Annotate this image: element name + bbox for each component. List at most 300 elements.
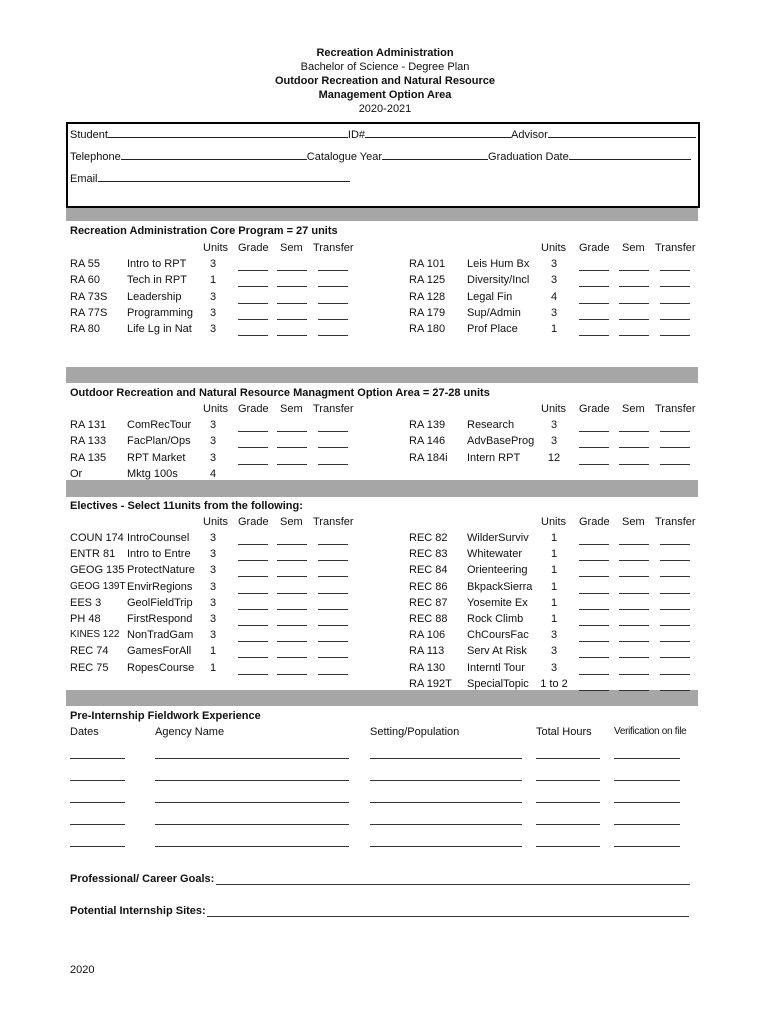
core-grade-field[interactable] [579, 335, 609, 336]
electives-sem-field[interactable] [619, 593, 649, 594]
option-sem-field[interactable] [277, 431, 307, 432]
fieldwork-date-field[interactable] [70, 846, 125, 847]
option-right-transfer-header: Transfer [655, 403, 696, 415]
option-course-units: 3 [209, 435, 217, 448]
electives-course-units: 3 [209, 548, 217, 561]
core-sem-field[interactable] [619, 303, 649, 304]
electives-course-units: 1 [550, 613, 558, 625]
option-course-units: 4 [209, 467, 217, 480]
electives-course-units: 1 [550, 564, 558, 577]
core-sem-field[interactable] [277, 270, 307, 271]
electives-sem-field[interactable] [619, 625, 649, 626]
footer-year: 2020 [70, 964, 95, 976]
internship-sites-row [70, 905, 206, 917]
core-transfer-field[interactable] [660, 319, 690, 320]
electives-grade-field[interactable] [579, 593, 609, 594]
electives-course-name: Orienteering [467, 564, 528, 577]
electives-course-units: 3 [550, 645, 558, 658]
career-goals-label: Professional/ Career Goals: [70, 873, 215, 885]
electives-course-name: GamesForAll [127, 645, 192, 658]
fieldwork-hours-field[interactable] [536, 758, 600, 759]
divider-band-core [66, 208, 698, 221]
core-sem-field[interactable] [619, 319, 649, 320]
email-label: Email [70, 173, 98, 185]
core-course-code: RA 125 [409, 274, 446, 287]
electives-course-code: GEOG 135 [70, 564, 125, 577]
electives-right-units-header: Units [541, 516, 567, 528]
student-label: Student [70, 129, 108, 141]
option-course-code: RA 184i [409, 451, 448, 464]
electives-course-units: 3 [550, 629, 558, 642]
fieldwork-setting-field[interactable] [370, 824, 522, 825]
fieldwork-agency-header: Agency Name [155, 726, 225, 738]
core-sem-field[interactable] [277, 319, 307, 320]
electives-course-name: Serv At Risk [467, 645, 527, 658]
fieldwork-setting-header: Setting/Population [370, 726, 460, 738]
catalogue-year-label: Catalogue Year [306, 151, 383, 163]
option-course-name: Research [467, 419, 515, 431]
electives-transfer-field[interactable] [660, 609, 690, 610]
electives-grade-field[interactable] [238, 657, 268, 658]
fieldwork-verification-field[interactable] [614, 846, 680, 847]
option-course-name: Intern RPT [467, 451, 521, 464]
electives-sem-field[interactable] [619, 576, 649, 577]
core-title: Recreation Administration Core Program = 27 units [70, 225, 338, 237]
electives-right-grade-header: Grade [579, 516, 610, 528]
core-transfer-field[interactable] [318, 286, 348, 287]
option-transfer-field[interactable] [318, 464, 348, 465]
electives-course-units: 3 [209, 596, 217, 609]
option-transfer-field[interactable] [660, 431, 690, 432]
electives-sem-field[interactable] [277, 625, 307, 626]
core-sem-field[interactable] [619, 286, 649, 287]
electives-transfer-field[interactable] [318, 593, 348, 594]
fieldwork-agency-field[interactable] [155, 824, 349, 825]
header-option: Outdoor Recreation and Natural Resource [274, 75, 496, 87]
option-course-code: RA 133 [70, 435, 107, 448]
electives-course-name: Yosemite Ex [467, 596, 528, 609]
electives-course-code: KINES 122 [70, 629, 120, 641]
electives-course-name: EnvirRegions [127, 580, 193, 593]
core-transfer-field[interactable] [660, 270, 690, 271]
electives-grade-field[interactable] [238, 576, 268, 577]
option-sem-field[interactable] [277, 447, 307, 448]
email-row [70, 171, 350, 185]
header-year: 2020-2021 [358, 103, 412, 115]
electives-grade-field[interactable] [238, 674, 268, 675]
core-course-units: 4 [550, 290, 558, 303]
core-course-units: 3 [209, 306, 217, 319]
option-grade-field[interactable] [579, 431, 609, 432]
catalogue-year-field[interactable] [382, 149, 488, 160]
option-course-name: Mktg 100s [127, 467, 178, 480]
electives-transfer-field[interactable] [318, 641, 348, 642]
fieldwork-dates-header: Dates [70, 726, 99, 738]
fieldwork-date-field[interactable] [70, 780, 125, 781]
option-course-code: RA 146 [409, 435, 446, 448]
core-course-units: 1 [550, 323, 558, 336]
electives-sem-field[interactable] [277, 576, 307, 577]
option-transfer-field[interactable] [318, 431, 348, 432]
electives-transfer-field[interactable] [318, 544, 348, 545]
core-grade-field[interactable] [579, 319, 609, 320]
option-course-units: 3 [550, 419, 558, 431]
option-grade-field[interactable] [579, 447, 609, 448]
core-grade-field[interactable] [238, 270, 268, 271]
header-option-area: Management Option Area [318, 89, 452, 101]
divider-band-option [66, 367, 698, 383]
core-grade-field[interactable] [238, 286, 268, 287]
option-transfer-field[interactable] [660, 447, 690, 448]
electives-course-name: NonTradGam [127, 629, 194, 642]
option-left-grade-header: Grade [238, 403, 269, 415]
core-course-name: Sup/Admin [467, 306, 521, 319]
electives-course-name: Rock Climb [467, 613, 524, 625]
option-course-units: 3 [209, 419, 217, 431]
electives-course-units: 3 [209, 613, 217, 625]
email-field[interactable] [98, 171, 350, 182]
electives-course-code: RA 130 [409, 661, 446, 674]
electives-course-code: RA 113 [409, 645, 445, 658]
option-course-code: Or [70, 467, 83, 480]
fieldwork-hours-header: Total Hours [536, 726, 592, 738]
electives-transfer-field[interactable] [660, 625, 690, 626]
electives-transfer-field[interactable] [660, 544, 690, 545]
electives-course-code: REC 86 [409, 580, 448, 593]
fieldwork-setting-field[interactable] [370, 802, 522, 803]
fieldwork-verification-field[interactable] [614, 780, 680, 781]
telephone-label: Telephone [70, 151, 121, 163]
electives-transfer-field[interactable] [318, 625, 348, 626]
core-course-units: 1 [209, 274, 217, 287]
electives-transfer-field[interactable] [660, 593, 690, 594]
electives-course-code: REC 82 [409, 532, 448, 544]
core-right-units-header: Units [541, 242, 567, 254]
option-course-units: 3 [209, 451, 217, 464]
electives-grade-field[interactable] [238, 544, 268, 545]
core-grade-field[interactable] [238, 335, 268, 336]
electives-grade-field[interactable] [238, 609, 268, 610]
electives-grade-field[interactable] [238, 593, 268, 594]
core-course-name: Leis Hum Bx [467, 258, 530, 270]
electives-course-code: REC 83 [409, 548, 448, 561]
option-sem-field[interactable] [619, 447, 649, 448]
option-course-code: RA 135 [70, 451, 107, 464]
electives-transfer-field[interactable] [318, 560, 348, 561]
core-course-name: Intro to RPT [127, 258, 187, 270]
fieldwork-date-field[interactable] [70, 758, 125, 759]
option-course-name: FacPlan/Ops [127, 435, 191, 448]
option-course-units: 12 [547, 451, 561, 464]
option-sem-field[interactable] [619, 464, 649, 465]
option-course-name: ComRecTour [127, 419, 192, 431]
electives-transfer-field[interactable] [660, 674, 690, 675]
telephone-field[interactable] [121, 149, 307, 160]
electives-course-units: 3 [209, 532, 217, 544]
fieldwork-hours-field[interactable] [536, 824, 600, 825]
electives-grade-field[interactable] [579, 560, 609, 561]
electives-course-code: COUN 174 [70, 532, 124, 544]
core-sem-field[interactable] [277, 303, 307, 304]
electives-grade-field[interactable] [579, 657, 609, 658]
fieldwork-verification-field[interactable] [614, 802, 680, 803]
fieldwork-agency-field[interactable] [155, 846, 349, 847]
electives-course-units: 1 to 2 [540, 677, 568, 690]
option-transfer-field[interactable] [660, 464, 690, 465]
electives-course-name: IntroCounsel [127, 532, 190, 544]
electives-course-name: GeolFieldTrip [127, 596, 193, 609]
core-course-name: Tech in RPT [127, 274, 187, 287]
core-course-units: 3 [209, 323, 217, 336]
core-transfer-field[interactable] [318, 335, 348, 336]
electives-transfer-field[interactable] [660, 641, 690, 642]
fieldwork-setting-field[interactable] [370, 780, 522, 781]
electives-course-code: REC 84 [409, 564, 448, 577]
fieldwork-verification-field[interactable] [614, 758, 680, 759]
electives-grade-field[interactable] [579, 609, 609, 610]
core-course-name: Legal Fin [467, 290, 513, 303]
option-sem-field[interactable] [619, 431, 649, 432]
electives-course-units: 3 [550, 661, 558, 674]
core-sem-field[interactable] [277, 286, 307, 287]
core-sem-field[interactable] [619, 270, 649, 271]
electives-course-code: REC 75 [70, 661, 109, 674]
electives-grade-field[interactable] [579, 674, 609, 675]
electives-right-sem-header: Sem [622, 516, 645, 528]
core-course-units: 3 [209, 258, 217, 270]
fieldwork-hours-field[interactable] [536, 802, 600, 803]
electives-course-code: ENTR 81 [70, 548, 116, 561]
option-grade-field[interactable] [238, 431, 268, 432]
electives-course-code: RA 192T [409, 677, 452, 690]
core-transfer-field[interactable] [318, 303, 348, 304]
core-course-name: Life Lg in Nat [127, 323, 192, 336]
core-left-sem-header: Sem [280, 242, 303, 254]
electives-course-name: WilderSurviv [467, 532, 529, 544]
core-course-units: 3 [550, 274, 558, 287]
electives-course-code: REC 87 [409, 596, 448, 609]
option-course-code: RA 131 [70, 419, 107, 431]
core-grade-field[interactable] [238, 303, 268, 304]
header-degree: Bachelor of Science - Degree Plan [300, 61, 470, 73]
electives-course-units: 1 [209, 661, 217, 674]
core-transfer-field[interactable] [660, 286, 690, 287]
electives-right-transfer-header: Transfer [655, 516, 696, 528]
electives-sem-field[interactable] [277, 544, 307, 545]
fieldwork-hours-field[interactable] [536, 846, 600, 847]
advisor-label: Advisor [511, 129, 548, 141]
core-course-code: RA 80 [70, 323, 100, 336]
electives-grade-field[interactable] [238, 641, 268, 642]
divider-band-fieldwork [66, 690, 698, 706]
internship-sites-label: Potential Internship Sites: [70, 905, 206, 917]
core-grade-field[interactable] [579, 270, 609, 271]
core-course-code: RA 179 [409, 306, 446, 319]
electives-sem-field[interactable] [277, 609, 307, 610]
electives-course-units: 1 [550, 580, 558, 593]
advisor-field[interactable] [548, 127, 696, 138]
option-course-name: RPT Market [127, 451, 186, 464]
divider-band-electives [66, 480, 698, 497]
electives-course-name: ChCoursFac [467, 629, 529, 642]
core-course-code: RA 60 [70, 274, 100, 287]
fieldwork-setting-field[interactable] [370, 846, 522, 847]
document-header [0, 46, 770, 116]
electives-course-code: RA 106 [409, 629, 446, 642]
electives-sem-field[interactable] [619, 560, 649, 561]
electives-grade-field[interactable] [579, 625, 609, 626]
core-left-transfer-header: Transfer [313, 242, 354, 254]
core-course-code: RA 128 [409, 290, 446, 303]
career-goals-row [70, 873, 214, 885]
core-grade-field[interactable] [579, 303, 609, 304]
electives-course-units: 1 [209, 645, 217, 658]
option-right-units-header: Units [541, 403, 567, 415]
core-course-name: Leadership [127, 290, 182, 303]
electives-transfer-field[interactable] [660, 690, 690, 691]
core-left-units-header: Units [203, 242, 229, 254]
core-right-transfer-header: Transfer [655, 242, 696, 254]
electives-sem-field[interactable] [619, 674, 649, 675]
telephone-row [70, 149, 691, 163]
fieldwork-agency-field[interactable] [155, 758, 349, 759]
fieldwork-agency-field[interactable] [155, 802, 349, 803]
electives-transfer-field[interactable] [318, 674, 348, 675]
electives-sem-field[interactable] [277, 641, 307, 642]
core-right-grade-header: Grade [579, 242, 610, 254]
electives-grade-field[interactable] [579, 576, 609, 577]
core-course-code: RA 73S [70, 290, 108, 303]
core-sem-field[interactable] [277, 335, 307, 336]
electives-sem-field[interactable] [619, 609, 649, 610]
electives-transfer-field[interactable] [660, 560, 690, 561]
electives-title: Electives - Select 11units from the following: [70, 500, 303, 512]
core-grade-field[interactable] [238, 319, 268, 320]
electives-course-name: Whitewater [467, 548, 523, 561]
core-left-grade-header: Grade [238, 242, 269, 254]
core-transfer-field[interactable] [318, 270, 348, 271]
electives-course-code: REC 88 [409, 613, 448, 625]
option-title: Outdoor Recreation and Natural Resource Managment Option Area = 27-28 units [70, 387, 490, 399]
electives-course-name: SpecialTopic [467, 677, 529, 690]
core-course-units: 3 [550, 258, 558, 270]
core-transfer-field[interactable] [660, 303, 690, 304]
electives-grade-field[interactable] [238, 625, 268, 626]
electives-sem-field[interactable] [277, 674, 307, 675]
fieldwork-setting-field[interactable] [370, 758, 522, 759]
core-course-code: RA 180 [409, 323, 446, 336]
electives-course-code: PH 48 [70, 613, 101, 625]
core-course-name: Prof Place [467, 323, 518, 336]
electives-sem-field[interactable] [277, 593, 307, 594]
electives-sem-field[interactable] [619, 544, 649, 545]
career-goals-field[interactable] [216, 884, 690, 885]
fieldwork-hours-field[interactable] [536, 780, 600, 781]
electives-left-sem-header: Sem [280, 516, 303, 528]
id-field[interactable] [365, 127, 511, 138]
id-label: ID# [347, 129, 366, 141]
option-right-grade-header: Grade [579, 403, 610, 415]
option-course-name: AdvBaseProg [467, 435, 535, 448]
electives-course-units: 3 [209, 629, 217, 642]
electives-course-code: REC 74 [70, 645, 109, 658]
electives-transfer-field[interactable] [318, 576, 348, 577]
student-field[interactable] [108, 127, 348, 138]
electives-course-name: Intro to Entre [127, 548, 191, 561]
electives-grade-field[interactable] [238, 560, 268, 561]
electives-left-units-header: Units [203, 516, 229, 528]
electives-sem-field[interactable] [619, 641, 649, 642]
core-transfer-field[interactable] [318, 319, 348, 320]
option-course-code: RA 139 [409, 419, 446, 431]
electives-course-code: GEOG 139T [70, 580, 126, 592]
electives-sem-field[interactable] [277, 657, 307, 658]
electives-course-name: FirstRespond [127, 613, 193, 625]
core-course-name: Diversity/Incl [467, 274, 530, 287]
fieldwork-verification-header: Verification on file [614, 726, 687, 737]
core-transfer-field[interactable] [660, 335, 690, 336]
electives-course-units: 1 [550, 596, 558, 609]
electives-transfer-field[interactable] [660, 657, 690, 658]
option-grade-field[interactable] [238, 447, 268, 448]
electives-course-code: EES 3 [70, 596, 102, 609]
electives-course-name: ProtectNature [127, 564, 195, 577]
student-row [70, 127, 696, 141]
core-sem-field[interactable] [619, 335, 649, 336]
electives-sem-field[interactable] [277, 560, 307, 561]
electives-course-units: 1 [550, 532, 558, 544]
option-sem-field[interactable] [277, 464, 307, 465]
option-left-units-header: Units [203, 403, 229, 415]
electives-sem-field[interactable] [619, 657, 649, 658]
electives-grade-field[interactable] [579, 641, 609, 642]
fieldwork-date-field[interactable] [70, 802, 125, 803]
option-grade-field[interactable] [579, 464, 609, 465]
electives-grade-field[interactable] [579, 690, 609, 691]
fieldwork-agency-field[interactable] [155, 780, 349, 781]
internship-sites-field[interactable] [207, 916, 689, 917]
core-grade-field[interactable] [579, 286, 609, 287]
core-course-units: 3 [209, 290, 217, 303]
electives-transfer-field[interactable] [660, 576, 690, 577]
graduation-date-field[interactable] [569, 149, 691, 160]
core-course-code: RA 101 [409, 258, 446, 270]
fieldwork-title: Pre-Internship Fieldwork Experience [70, 710, 261, 722]
core-course-name: Programming [127, 306, 194, 319]
electives-transfer-field[interactable] [318, 657, 348, 658]
option-course-units: 3 [550, 435, 558, 448]
electives-sem-field[interactable] [619, 690, 649, 691]
header-title: Recreation Administration [316, 47, 454, 59]
option-left-transfer-header: Transfer [313, 403, 354, 415]
core-course-code: RA 77S [70, 306, 108, 319]
electives-grade-field[interactable] [579, 544, 609, 545]
electives-course-name: BkpackSierra [467, 580, 533, 593]
fieldwork-date-field[interactable] [70, 824, 125, 825]
option-transfer-field[interactable] [318, 447, 348, 448]
option-right-sem-header: Sem [622, 403, 645, 415]
core-right-sem-header: Sem [622, 242, 645, 254]
electives-left-grade-header: Grade [238, 516, 269, 528]
electives-transfer-field[interactable] [318, 609, 348, 610]
option-grade-field[interactable] [238, 464, 268, 465]
electives-left-transfer-header: Transfer [313, 516, 354, 528]
fieldwork-verification-field[interactable] [614, 824, 680, 825]
graduation-date-label: Graduation Date [488, 151, 569, 163]
electives-course-units: 3 [209, 564, 217, 577]
electives-course-units: 3 [209, 580, 217, 593]
electives-course-name: Interntl Tour [467, 661, 525, 674]
